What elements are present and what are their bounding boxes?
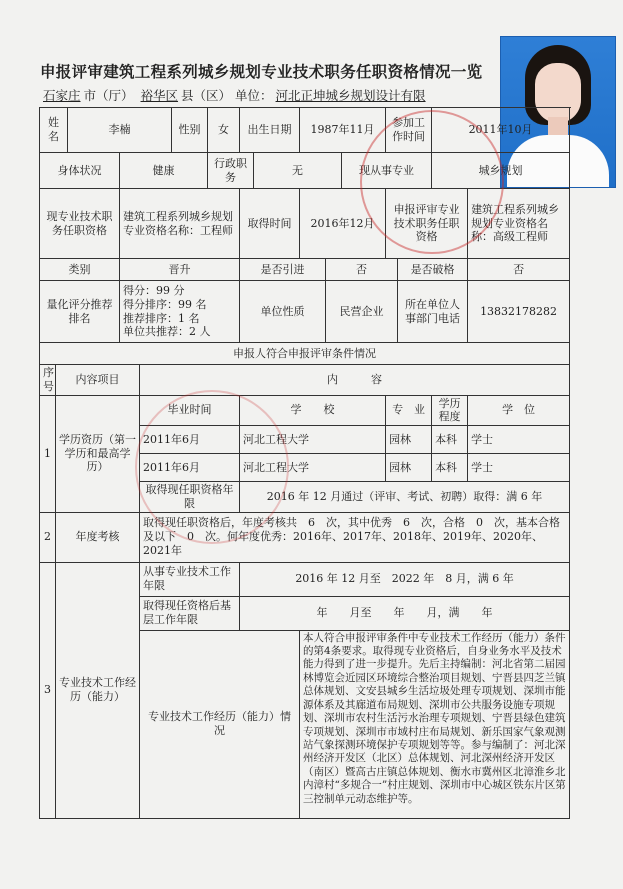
district-unit: 县（区） xyxy=(181,88,232,103)
edu-row-school: 河北工程大学 xyxy=(240,454,386,482)
edu-header-time: 毕业时间 xyxy=(140,395,240,426)
obtain-time-value: 2016年12月 xyxy=(300,189,386,259)
annual-label: 年度考核 xyxy=(56,512,140,562)
score-label: 量化评分推荐排名 xyxy=(40,281,120,343)
district-value: 裕华区 xyxy=(140,88,179,103)
introduced-label: 是否引进 xyxy=(240,259,326,281)
annual-no: 2 xyxy=(40,512,56,562)
col-no-header: 序号 xyxy=(40,365,56,396)
edu-row-school: 河北工程大学 xyxy=(240,426,386,454)
edu-row-major: 园林 xyxy=(386,454,432,482)
apply-qual-label: 申报评审专业技术职务任职资格 xyxy=(386,189,468,259)
edu-years-value: 2016 年 12 月通过（评审、考试、初聘）取得：满 6 年 xyxy=(240,482,570,513)
edu-header-level: 学历程度 xyxy=(432,395,468,426)
category-value: 晋升 xyxy=(120,259,240,281)
current-qual-label: 现专业技术职务任职资格 xyxy=(40,189,120,259)
experience-detail-label: 专业技术工作经历（能力）情况 xyxy=(140,630,300,818)
score-values xyxy=(120,281,240,343)
section-title: 申报人符合申报评审条件情况 xyxy=(40,343,570,365)
unit-nature-value: 民营企业 xyxy=(326,281,398,343)
gender-value: 女 xyxy=(208,108,240,153)
info-table xyxy=(39,107,570,819)
edu-row-level: 本科 xyxy=(432,426,468,454)
experience-detail-text: 本人符合申报评审条件中专业技术工作经历（能力）条件的第4条要求。取得现专业资格后，自身业务水平及技术能力得到了进一步提升。先后主持编制：河北省第二届园林博览会近园区环境综合整治项目规划、宁晋县四芝兰镇总体规划、文安县城乡生活垃圾处理专项规划、深圳市能源体系及其廊道布局规划、深圳市公共服务设施专项规划、深圳市农村生活污水治理专项规划、宁晋县绿色建筑专项规划、深圳市市域村庄布局规划、新乐国家气象观测站气象探测环境保护专项规划等等。参与编制了：河北深州经济开发区（北区）总体规划、河北深州经济开发区（南区）暨高古庄镇总体规划、衡水市冀州区北漳淮乡北内漳村“多规合一”村庄规划、深圳市中心城区铁东片区第三控制单元动态维护等。 xyxy=(300,630,570,818)
edu-label: 学历资历（第一学历和最高学历） xyxy=(56,395,140,512)
unit-label: 单位： xyxy=(235,88,273,103)
col-content-header: 内 容 xyxy=(140,365,570,396)
experience-no: 3 xyxy=(40,562,56,818)
experience-label: 专业技术工作经历（能力） xyxy=(56,562,140,818)
hr-phone-value: 13832178282 xyxy=(468,281,570,343)
base-years-label: 取得现任资格后基层工作年限 xyxy=(140,596,240,630)
work-start-label: 参加工作时间 xyxy=(386,108,432,153)
annual-text: 取得现任职资格后，年度考核共 6 次，其中优秀 6 次，合格 0 次，基本合格及以下 0 次。何年度优秀：2016年、2017年、2018年、2019年、2020年、2021年 xyxy=(140,512,570,562)
birth-value: 1987年11月 xyxy=(300,108,386,153)
gender-label: 性别 xyxy=(172,108,208,153)
work-years-label: 从事专业技术工作年限 xyxy=(140,562,240,596)
edu-header-major: 专 业 xyxy=(386,395,432,426)
unit-value: 河北正坤城乡规划设计有限 xyxy=(275,88,426,103)
name-value: 李楠 xyxy=(68,108,172,153)
edu-row-level: 本科 xyxy=(432,454,468,482)
col-item-header: 内容项目 xyxy=(56,365,140,396)
form-title: 申报评审建筑工程系列城乡规划专业技术职务任职资格情况一览 xyxy=(40,63,483,81)
edu-years-label: 取得现任职资格年限 xyxy=(140,482,240,513)
city-unit: 市（厅） xyxy=(83,88,134,103)
form-subtitle xyxy=(40,86,500,106)
work-years-value: 2016 年 12 月至 2022 年 8 月，满 6 年 xyxy=(240,562,570,596)
major-label: 现从事专业 xyxy=(342,153,432,189)
admin-post-label: 行政职务 xyxy=(208,153,254,189)
name-label: 姓名 xyxy=(40,108,68,153)
edu-row-major: 园林 xyxy=(386,426,432,454)
score-line: 单位共推荐：2 人 xyxy=(123,325,211,339)
unit-nature-label: 单位性质 xyxy=(240,281,326,343)
edu-row-time: 2011年6月 xyxy=(140,426,240,454)
city-value: 石家庄 xyxy=(43,88,81,103)
category-label: 类别 xyxy=(40,259,120,281)
health-label: 身体状况 xyxy=(40,153,120,189)
score-line: 得分排序：99 名 xyxy=(123,297,207,311)
work-start-value: 2011年10月 xyxy=(432,108,570,153)
edu-header-school: 学 校 xyxy=(240,395,386,426)
hr-phone-label: 所在单位人事部门电话 xyxy=(398,281,468,343)
birth-label: 出生日期 xyxy=(240,108,300,153)
edu-row-time: 2011年6月 xyxy=(140,454,240,482)
edu-row-degree: 学士 xyxy=(468,426,570,454)
score-line: 得分：99 分 xyxy=(123,284,185,297)
obtain-time-label: 取得时间 xyxy=(240,189,300,259)
edu-row-degree: 学士 xyxy=(468,454,570,482)
admin-post-value: 无 xyxy=(254,153,342,189)
health-value: 健康 xyxy=(120,153,208,189)
introduced-value: 否 xyxy=(326,259,398,281)
base-years-value: 年 月至 年 月，满 年 xyxy=(240,596,570,630)
exceptional-value: 否 xyxy=(468,259,570,281)
exceptional-label: 是否破格 xyxy=(398,259,468,281)
edu-no: 1 xyxy=(40,395,56,512)
major-value: 城乡规划 xyxy=(432,153,570,189)
score-line: 推荐排序：1 名 xyxy=(123,311,200,325)
apply-qual-value: 建筑工程系列城乡规划专业资格名称：高级工程师 xyxy=(468,189,570,259)
current-qual-value: 建筑工程系列城乡规划专业资格名称：工程师 xyxy=(120,189,240,259)
edu-header-degree: 学 位 xyxy=(468,395,570,426)
